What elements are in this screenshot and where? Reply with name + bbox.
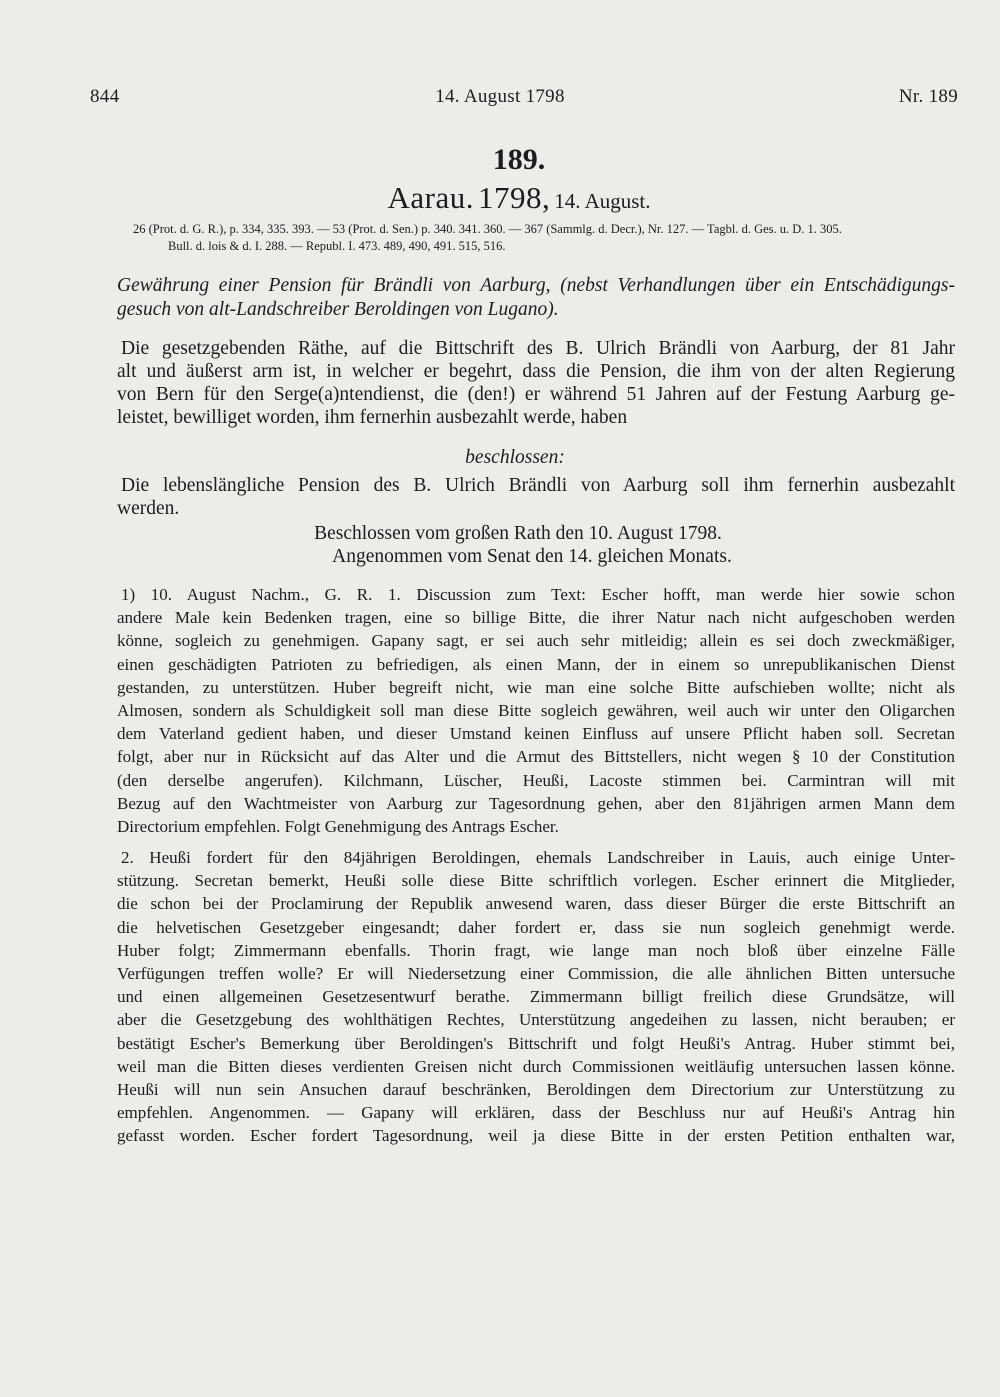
paragraph-line: die schon bei der Proclamirung der Republik anwesend waren, dass dieser Bürger die erste Bittschrift an xyxy=(117,894,955,914)
paragraph-line: Verfügungen treffen wolle? Er will Niedersetzung einer Commission, die alle ähnlichen Bitten untersuche xyxy=(117,964,955,984)
discussion-paragraph-2 xyxy=(117,846,955,1148)
paragraph-line: Directorium empfehlen. Folgt Genehmigung des Antrags Escher. xyxy=(117,817,559,837)
preamble xyxy=(117,337,955,429)
place-name: Aarau. xyxy=(387,180,474,215)
preamble-line: alt und äußerst arm ist, in welcher er begehrt, dass die Pension, die ihm von der alten Regierung xyxy=(117,361,955,382)
title-line: Gewährung einer Pension für Brändli von Aarburg, (nebst Verhandlungen über ein Entschädigungs- xyxy=(117,275,955,296)
paragraph-line: Huber folgt; Zimmermann ebenfalls. Thorin fragt, wie lange man noch bloß über einzelne Fälle xyxy=(117,940,955,960)
preamble-line: leistet, bewilliget worden, ihm fernerhin ausbezahlt werde, haben xyxy=(117,407,628,428)
running-header-date: 14. August 1798 xyxy=(435,86,565,107)
source-references-line-1: 26 (Prot. d. G. R.), p. 334, 335. 393. — 53 (Prot. d. Sen.) p. 340. 341. 360. — 367 (Sammlg. d. Decr.), Nr. 127. — Tagbl. d. Ges. u. D. 1. 305. xyxy=(133,222,842,236)
place-and-date xyxy=(0,180,1000,216)
running-header-number: Nr. 189 xyxy=(898,86,958,107)
paragraph-line: und einen allgemeinen Gesetzesentwurf berathe. Zimmermann billigt freilich diese Grundsätze, will xyxy=(117,987,955,1007)
decision-text xyxy=(117,474,955,520)
paragraph-line: aber die Gesetzgebung des wohlthätigen Rechtes, Unterstützung angedeihen zu lassen, nicht berauben; er xyxy=(117,1010,955,1030)
title-line: gesuch von alt-Landschreiber Beroldingen von Lugano). xyxy=(117,299,559,320)
paragraph-line: einen geschädigten Patrioten zu befriedigen, als einen Mann, der in einem so unrepublikanischen Dienst xyxy=(117,654,955,674)
document-title xyxy=(117,274,955,322)
paragraph-line: dem Vaterland gedient haben, und dieser Umstand keinen Einfluss auf unsere Pflicht haben soll. Secretan xyxy=(117,724,955,744)
paragraph-line: folgt, aber nur in Rücksicht auf das Alter und die Armut des Bittstellers, nicht wegen § 10 der Constitution xyxy=(117,747,955,767)
approval-senate: Angenommen vom Senat den 14. gleichen Monats. xyxy=(332,546,732,567)
decision-line: Die lebenslängliche Pension des B. Ulrich Brändli von Aarburg soll ihm fernerhin ausbezahlt xyxy=(121,475,955,496)
paragraph-line: (den derselbe angerufen). Kilchmann, Lüscher, Heußi, Lacoste stimmen bei. Carmintran will mit xyxy=(117,770,955,790)
paragraph-line: Heußi will nun sein Ansuchen darauf beschränken, Beroldingen dem Directorium zur Unterstützung zu xyxy=(117,1080,955,1100)
document-number: 189. xyxy=(492,143,546,176)
approval-grand-council: Beschlossen vom großen Rath den 10. August 1798. xyxy=(314,523,722,544)
preamble-line: von Bern für den Serge(a)ntendienst, die (den!) er während 51 Jahren auf der Festung Aarburg ge- xyxy=(117,384,955,405)
paragraph-line: 2. Heußi fordert für den 84jährigen Beroldingen, ehemals Landschreiber in Lauis, auch einige Unter- xyxy=(121,848,955,867)
paragraph-line: Almosen, sondern als Schuldigkeit soll man diese Bitte sogleich gewähren, weil auch wir unter den Oligarchen xyxy=(117,701,955,721)
source-references-line-2: Bull. d. lois & d. I. 288. — Republ. I. 473. 489, 490, 491. 515, 516. xyxy=(168,239,506,253)
paragraph-line: könne, sogleich zu genehmigen. Gapany sagt, er sei auch sehr mitleidig; allein es sei doch zweckmäßiger, xyxy=(117,631,955,651)
resolved-heading: beschlossen: xyxy=(465,447,565,468)
paragraph-line: weil man die Bitten dieses verdienten Greisen nicht durch Commissionen weitläufig untersuchen lassen könne. xyxy=(117,1056,955,1076)
date: 14. August. xyxy=(554,189,651,213)
paragraph-line: stützung. Secretan bemerkt, Heußi solle diese Bitte schriftlich vorlegen. Escher erinnert die Mitglieder, xyxy=(117,871,955,891)
paragraph-line: die helvetischen Gesetzgeber eingesandt; daher fordert er, dass sie nun sogleich genehmigt werde. xyxy=(117,917,955,937)
paragraph-line: gestanden, zu unterstützen. Huber begreift nicht, wie man eine solche Bitte aufschieben wollte; nicht als xyxy=(117,677,955,697)
decision-line: werden. xyxy=(117,498,180,519)
paragraph-line: 1) 10. August Nachm., G. R. 1. Discussion zum Text: Escher hofft, man werde hier sowie schon xyxy=(121,585,955,604)
paragraph-line: bestätigt Escher's Bemerkung über Beroldingen's Bittschrift und folgt Heußi's Antrag. Huber stimmt bei, xyxy=(117,1033,955,1053)
paragraph-line: Bezug auf den Wachtmeister von Aarburg zur Tagesordnung gehen, aber den 81jährigen armen Mann dem xyxy=(117,793,955,813)
paragraph-line: andere Male kein Bedenken tragen, eine so billige Bitte, die ihrer Natur nach nicht aufgeschoben werden xyxy=(117,608,955,628)
year: 1798, xyxy=(477,180,551,215)
discussion-paragraph-1 xyxy=(117,583,955,838)
preamble-line: Die gesetzgebenden Räthe, auf die Bittschrift des B. Ulrich Brändli von Aarburg, der 81 Jahr xyxy=(121,338,955,359)
page-number: 844 xyxy=(90,86,120,107)
paragraph-line: gefasst worden. Escher fordert Tagesordnung, weil ja diese Bitte in der ersten Petition enthalten war, xyxy=(117,1126,955,1146)
paragraph-line: empfehlen. Angenommen. — Gapany will erklären, dass der Beschluss nur auf Heußi's Antrag hin xyxy=(117,1103,955,1123)
